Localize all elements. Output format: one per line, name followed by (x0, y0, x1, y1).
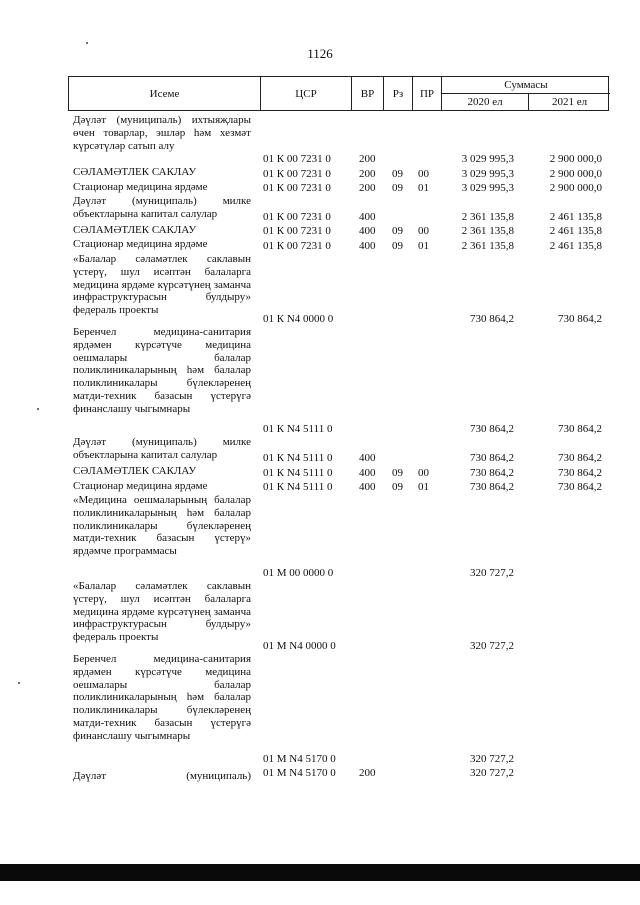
row-vr: 400 (359, 467, 376, 480)
table-header (68, 76, 609, 111)
row-amount-2021: 2 900 000,0 (549, 153, 602, 166)
row-amount-2020: 730 864,2 (470, 467, 514, 480)
table-body (0, 114, 640, 784)
table-row (0, 114, 640, 166)
table-row (0, 224, 640, 238)
page-number: 1126 (307, 46, 333, 61)
row-name: «Балалар сәламәтлек саклавын үстерү, шул исәптән балаларга медицина ярдәме күрсәтүнең заманча инфраструктурасын булдыру» федераль проекты (73, 253, 251, 317)
row-amount-2020: 3 029 995,3 (461, 168, 514, 181)
row-pr: 01 (418, 182, 429, 195)
table-row (0, 653, 640, 766)
row-amount-2020: 2 361 135,8 (461, 240, 514, 253)
row-amount-2021: 2 461 135,8 (549, 225, 602, 238)
row-vr: 400 (359, 225, 376, 238)
row-name: Стационар медицина ярдәме (73, 181, 208, 193)
row-name: Стационар медицина ярдәме (73, 480, 208, 492)
row-rz: 09 (392, 481, 403, 494)
row-csr: 01 К 00 7231 0 (263, 153, 331, 166)
row-csr: 01 К N4 0000 0 (263, 313, 334, 326)
row-csr: 01 К 00 7231 0 (263, 182, 331, 195)
row-csr: 01 К 00 7231 0 (263, 211, 331, 224)
header-sums-group (441, 77, 610, 110)
scan-speck (37, 408, 39, 410)
row-name: Беренчел медицина-санитария ярдәмен күрсәтүче медицина оешмалары балалар поликлиникаларының һәм балалар поликлиникалары бүлекләренең матди-техник базасын үстерүгә финанслашу чыгымнары (73, 326, 251, 415)
row-name: Дәүләт (муниципаль) (73, 770, 251, 782)
row-name: СӘЛАМӘТЛЕК САКЛАУ (73, 166, 197, 178)
header-year-2021: 2021 ел (528, 93, 610, 111)
row-vr: 400 (359, 481, 376, 494)
row-amount-2020: 730 864,2 (470, 423, 514, 436)
row-name: СӘЛАМӘТЛЕК САКЛАУ (73, 465, 197, 477)
row-amount-2020: 3 029 995,3 (461, 153, 514, 166)
row-amount-2020: 2 361 135,8 (461, 225, 514, 238)
row-rz: 09 (392, 240, 403, 253)
table-row (0, 166, 640, 181)
row-vr: 200 (359, 168, 376, 181)
row-csr: 01 К N4 5111 0 (263, 467, 333, 480)
row-amount-2020: 2 361 135,8 (461, 211, 514, 224)
row-amount-2020: 320 727,2 (470, 640, 514, 653)
row-amount-2021: 730 864,2 (558, 452, 602, 465)
row-csr: 01 К N4 5111 0 (263, 481, 333, 494)
row-name: Беренчел медицина-санитария ярдәмен күрсәтүче медицина оешмалары балалар поликлиникаларының һәм балалар поликлиникалары бүлекләренең матди-техник базасын үстерүгә финанслашу чыгымнары (73, 653, 251, 742)
scan-speck (18, 682, 20, 684)
table-row (0, 195, 640, 224)
row-name: «Балалар сәламәтлек саклавын үстерү, шул исәптән балаларга медицина ярдәме күрсәтүнең заманча инфраструктурасын булдыру» федераль проекты (73, 580, 251, 644)
row-csr: 01 К N4 5111 0 (263, 423, 333, 436)
row-amount-2021: 2 900 000,0 (549, 168, 602, 181)
row-vr: 400 (359, 452, 376, 465)
row-csr: 01 К N4 5111 0 (263, 452, 333, 465)
table-row (0, 181, 640, 195)
row-amount-2020: 3 029 995,3 (461, 182, 514, 195)
table-row (0, 253, 640, 326)
row-amount-2021: 2 461 135,8 (549, 211, 602, 224)
row-amount-2021: 730 864,2 (558, 481, 602, 494)
row-csr: 01 К 00 7231 0 (263, 240, 331, 253)
row-amount-2020: 320 727,2 (470, 767, 514, 780)
row-pr: 01 (418, 481, 429, 494)
table-row (0, 326, 640, 436)
header-csr: ЦСР (260, 77, 351, 110)
table-row (0, 766, 640, 784)
row-amount-2020: 730 864,2 (470, 481, 514, 494)
row-csr: 01 М N4 0000 0 (263, 640, 336, 653)
row-rz: 09 (392, 467, 403, 480)
header-sums: Суммасы (442, 77, 610, 94)
row-name: Стационар медицина ярдәме (73, 238, 208, 250)
row-amount-2021: 730 864,2 (558, 423, 602, 436)
row-csr: 01 М N4 5170 0 (263, 767, 336, 780)
row-rz: 09 (392, 225, 403, 238)
row-rz: 09 (392, 168, 403, 181)
row-name: СӘЛАМӘТЛЕК САКЛАУ (73, 224, 197, 236)
row-amount-2020: 730 864,2 (470, 452, 514, 465)
header-rz: Рз (383, 77, 412, 110)
table-row (0, 580, 640, 653)
row-amount-2020: 730 864,2 (470, 313, 514, 326)
row-amount-2020: 320 727,2 (470, 567, 514, 580)
table-row (0, 465, 640, 480)
scan-edge-bar (0, 864, 640, 881)
table-row (0, 480, 640, 494)
header-year-2020: 2020 ел (467, 96, 503, 108)
row-name: Дәүләт (муниципаль) ихтыяҗлары өчен товарлар, эшләр һәм хезмәт күрсәтүләр сатып алу (73, 114, 251, 152)
table-row (0, 436, 640, 465)
scan-speck (86, 42, 88, 44)
row-amount-2020: 320 727,2 (470, 753, 514, 766)
row-pr: 00 (418, 467, 429, 480)
row-pr: 00 (418, 225, 429, 238)
row-name: Дәүләт (муниципаль) милке объектларына капитал салулар (73, 195, 251, 220)
header-name: Исеме (149, 87, 180, 100)
header-vr: ВР (351, 77, 383, 110)
table-row (0, 238, 640, 253)
row-rz: 09 (392, 182, 403, 195)
row-vr: 200 (359, 182, 376, 195)
row-amount-2021: 2 461 135,8 (549, 240, 602, 253)
row-vr: 400 (359, 211, 376, 224)
row-csr: 01 К 00 7231 0 (263, 168, 331, 181)
row-amount-2021: 730 864,2 (558, 467, 602, 480)
row-name: «Медицина оешмаларының балалар поликлиникаларының һәм балалар поликлиникалары бүлекләренең матди-техник базасын үстерү» ярдәмче программасы (73, 494, 251, 558)
row-vr: 400 (359, 240, 376, 253)
row-pr: 01 (418, 240, 429, 253)
row-csr: 01 М 00 0000 0 (263, 567, 334, 580)
row-amount-2021: 2 900 000,0 (549, 182, 602, 195)
row-csr: 01 К 00 7231 0 (263, 225, 331, 238)
row-amount-2021: 730 864,2 (558, 313, 602, 326)
row-vr: 200 (359, 153, 376, 166)
row-vr: 200 (359, 767, 376, 780)
row-csr: 01 М N4 5170 0 (263, 753, 336, 766)
header-pr: ПР (412, 77, 441, 110)
table-row (0, 494, 640, 580)
row-name: Дәүләт (муниципаль) милке объектларына капитал салулар (73, 436, 251, 461)
row-pr: 00 (418, 168, 429, 181)
